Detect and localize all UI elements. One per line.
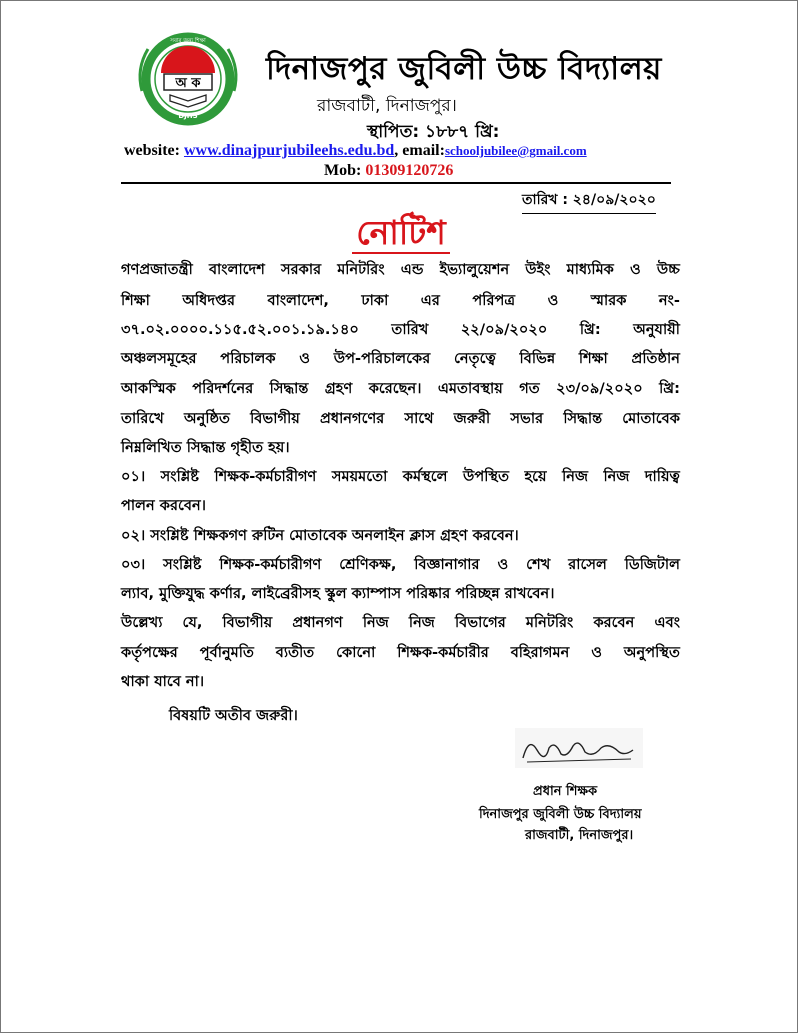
word: গণপ্রজাতন্ত্রী: [121, 261, 193, 278]
email-link[interactable]: schooljubilee@gmail.com: [444, 143, 587, 158]
word: প্রধানগণ: [292, 614, 343, 631]
word: উইং: [525, 261, 551, 278]
word: কর্মস্থলে: [402, 468, 448, 485]
word: দায়িত্ব: [644, 468, 680, 485]
website-link[interactable]: www.dinajpurjubileehs.edu.bd: [183, 142, 395, 159]
word: মনিটরিং: [337, 261, 385, 278]
word: শিক্ষক-কর্মচারীগণ: [214, 468, 317, 485]
word: মনিটরিং: [525, 614, 574, 631]
word: সিদ্ধান্ত: [563, 410, 603, 427]
school-address: রাজবাটী, দিনাজপুর।: [317, 96, 457, 116]
signatory-school: দিনাজপুর জুবিলী উচ্চ বিদ্যালয়: [479, 807, 642, 822]
notice-title: [301, 207, 501, 263]
word: বাংলাদেশ: [208, 261, 265, 278]
word: বিজ্ঞানাগার: [414, 556, 480, 573]
word: সাথে: [404, 410, 434, 427]
body-line-6: [121, 408, 680, 432]
mobile-number: 01309120726: [365, 162, 454, 179]
word: ও: [547, 292, 559, 309]
mobile-label: Mob:: [324, 162, 366, 179]
word: আকস্মিক: [121, 380, 176, 397]
body-line-4: [121, 348, 680, 372]
website-label: website:: [124, 142, 184, 159]
school-name: দিনাজপুর জুবিলী উচ্চ বিদ্যালয়: [266, 51, 662, 87]
word: নেতৃত্বে: [453, 350, 496, 367]
word: গ্রহণ: [324, 380, 353, 397]
word: নিজ: [562, 468, 589, 485]
word: নং-: [658, 292, 680, 309]
word: ২৩/০৯/২০২০: [556, 380, 643, 397]
word: সংশ্লিষ্ট: [160, 468, 200, 485]
word: ০১।: [121, 468, 146, 485]
word: ঢাকা: [361, 292, 389, 309]
word: অঞ্চলসমূহের: [121, 350, 197, 367]
word: পরিদর্শনের: [192, 380, 254, 397]
word: সভার: [510, 410, 544, 427]
word: ২২/০৯/২০২০: [460, 321, 548, 338]
body-line-5: [121, 378, 680, 402]
word: ও: [497, 556, 509, 573]
point-3-line-1: [121, 554, 680, 578]
word: ডিজিটাল: [624, 556, 680, 573]
word: নিজ: [362, 614, 389, 631]
word: বিভাগের: [454, 614, 506, 631]
word: শিক্ষা: [121, 292, 150, 309]
body-line-2: [121, 290, 680, 314]
word: করেছেন।: [368, 380, 422, 397]
established-year: স্থাপিত: ১৮৮৭ খ্রি:: [367, 122, 500, 142]
word: বিভাগীয়: [250, 410, 300, 427]
word: শ্রেণিকক্ষ,: [339, 556, 397, 573]
word: শিক্ষক-কর্মচারীগণ: [219, 556, 322, 573]
body-line-1: [121, 259, 680, 283]
signatory-title: প্রধান শিক্ষক: [533, 784, 598, 799]
point-3-line-2: ল্যাব, মুক্তিযুদ্ধ কর্ণার, লাইব্রেরীসহ স্কুল ক্যাম্পাস পরিষ্কার পরিচ্ছন্ন রাখবেন।: [121, 585, 555, 602]
word: অধিদপ্তর: [182, 292, 236, 309]
word: বাংলাদেশ,: [267, 292, 329, 309]
point-1-line-2: পালন করবেন।: [121, 497, 206, 514]
word: তারিখে: [121, 410, 164, 427]
word: রাসেল: [568, 556, 607, 573]
school-logo-icon: [134, 29, 242, 133]
word: পূর্বানুমতি: [199, 644, 254, 661]
body-line-7: নিম্নলিখিত সিদ্ধান্ত গৃহীত হয়।: [121, 439, 290, 456]
note-line-1: [121, 612, 680, 636]
body-line-3: [121, 319, 680, 343]
logo-letters: অ ক: [175, 76, 201, 91]
word: কর্তৃপক্ষের: [121, 644, 178, 661]
header-divider: [121, 182, 671, 184]
note-line-3: থাকা যাবে না।: [121, 673, 205, 690]
word: নিজ: [408, 614, 435, 631]
word: সময়মতো: [331, 468, 388, 485]
word: কোনো: [336, 644, 376, 661]
word: মোতাবেক: [622, 410, 680, 427]
word: প্রতিষ্ঠান: [631, 350, 680, 367]
word: যে,: [182, 614, 203, 631]
word: নিজ: [603, 468, 630, 485]
word: সিদ্ধান্ত: [269, 380, 309, 397]
word: খ্রি:: [579, 321, 601, 338]
word: ০৩।: [121, 556, 146, 573]
word: স্মারক: [590, 292, 627, 309]
word: হয়ে: [524, 468, 547, 485]
word: খ্রি:: [659, 380, 680, 397]
word: উপ-পরিচালকের: [333, 350, 431, 367]
word: ব্যতীত: [275, 644, 315, 661]
notice-title-text: নোটিশ: [352, 213, 450, 254]
word: ও: [299, 350, 311, 367]
word: এর: [420, 292, 440, 309]
logo-abbreviation: DJHS: [178, 112, 198, 120]
note-line-2: [121, 642, 680, 666]
word: এমতাবস্থায়: [437, 380, 503, 397]
urgent-note: বিষয়টি অতীব জরুরী।: [169, 707, 298, 724]
word: মাধ্যমিক: [566, 261, 614, 278]
point-1-line-1: [121, 466, 680, 490]
word: গত: [519, 380, 540, 397]
word: বিভাগীয়: [222, 614, 273, 631]
word: বিভিন্ন: [519, 350, 556, 367]
word: অনুযায়ী: [633, 321, 680, 338]
word: এবং: [654, 614, 680, 631]
contact-line: [124, 142, 587, 160]
word: অনুষ্ঠিত: [183, 410, 230, 427]
word: শেখ: [526, 556, 551, 573]
signature-image: [515, 728, 643, 768]
word: ইভ্যালুয়েশন: [439, 261, 510, 278]
word: শিক্ষা: [578, 350, 608, 367]
mobile-line: [324, 162, 453, 180]
word: করবেন: [593, 614, 635, 631]
word: উপস্থিত: [462, 468, 510, 485]
word: ও: [629, 261, 641, 278]
logo-motto: সবার জন্য শিক্ষা: [170, 38, 206, 44]
signatory-address: রাজবাটী, দিনাজপুর।: [525, 828, 634, 843]
word: তারিখ: [391, 321, 429, 338]
word: পরিপত্র: [472, 292, 516, 309]
word: সরকার: [280, 261, 322, 278]
word: উল্লেখ্য: [121, 614, 163, 631]
word: সংশ্লিষ্ট: [163, 556, 202, 573]
word: জরুরী: [453, 410, 491, 427]
point-2: ০২। সংশ্লিষ্ট শিক্ষকগণ রুটিন মোতাবেক অনলাইন ক্লাস গ্রহণ করবেন।: [121, 527, 519, 544]
word: পরিচালক: [220, 350, 276, 367]
word: উচ্চ: [656, 261, 680, 278]
word: অনুপস্থিত: [623, 644, 680, 661]
word: বহিরাগমন: [510, 644, 570, 661]
word: ও: [591, 644, 602, 661]
word: শিক্ষক-কর্মচারীর: [397, 644, 489, 661]
email-label: , email:: [394, 142, 445, 159]
notice-date: তারিখ : ২৪/০৯/২০২০: [522, 188, 656, 214]
word: প্রধানগণের: [320, 410, 385, 427]
word: এন্ড: [400, 261, 424, 278]
word: ৩৭.০২.০০০০.১১৫.৫২.০০১.১৯.১৪০: [121, 321, 359, 338]
